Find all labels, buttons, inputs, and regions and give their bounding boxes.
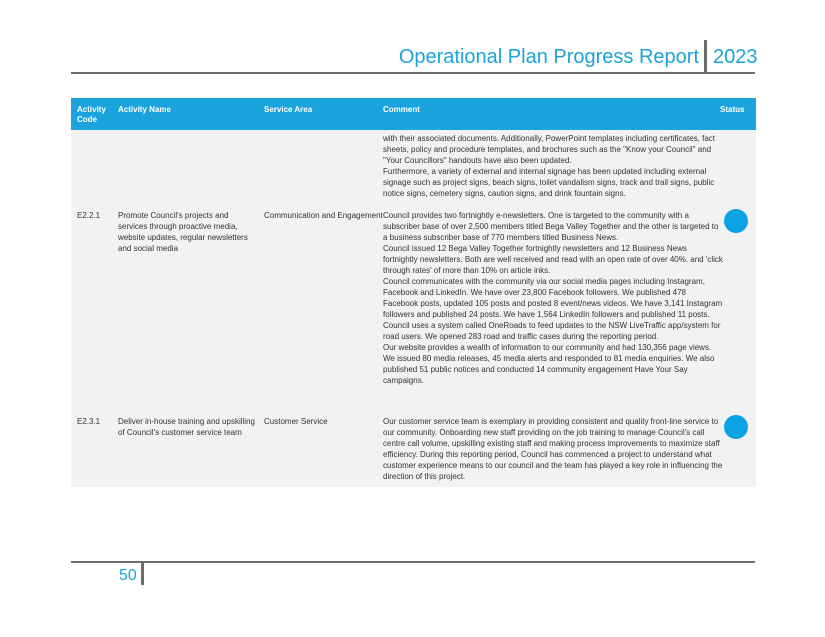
service-area: Customer Service <box>264 417 328 426</box>
table-header <box>71 98 756 130</box>
continuation-comment: with their associated documents. Additionally, PowerPoint templates including certificates, fact sheets, policy and procedure templates, and brochures such as the "Know your Council" and "Your Councillors" handouts have also been updated. Furthermore, a variety of external and internal signage has been updated including external signage such as project signs, beach signs, toilet vandalism signs, track and trail signs, public notice signs, cemetery signs, caution signs, and drink fountain signs. <box>383 134 716 198</box>
footer-rule <box>71 561 755 563</box>
comment: Council provides two fortnightly e-newsletters. One is targeted to the community with a subscriber base of over 2,500 members titled Bega Valley Together and the other is targeted to a business subscriber base of 770 members titled Business News. Council issued 12 Bega Valley Together fortnightly newsletters and 12 Business News fortnightly newsletters. Both are well received and read with an open rate of over 40%. and 'click through rates' of more than 10% on article inks. Council communicates with the community via our social media pages including Instagram, Facebook and LinkedIn. We have over 23,800 Facebook followers. We published 478 Facebook posts, updated 105 posts and posted 8 event/news videos. We have 3,141 Instagram followers and published 24 posts. We have 1,564 LinkedIn followers and published 11 posts. Council uses a system called OneRoads to feed updates to the NSW LiveTraffic app/system for road users. We opened 283 road and traffic cases during the reporting period. Our website provides a wealth of information to our community and had 130,356 page views. We issued 80 media releases, 45 media alerts and responded to 81 media enquiries. We also published 51 public notices and conducted 14 community engagement Have Your Say campaigns. <box>383 211 723 385</box>
activity-table <box>71 98 756 487</box>
page-number: 50 <box>119 567 137 584</box>
service-area: Communication and Engagement <box>264 211 383 220</box>
header-separator <box>704 40 707 74</box>
comment: Our customer service team is exemplary in providing consistent and quality front-line service to our community. Onboarding new staff providing on the job training to manage Council's call centre call volume, upskilling existing staff and making process improvements to maximize staff efficiency. During this reporting period, Council has commenced a project to understand what customer experience means to our council and the team has played a key role in influencing the direction of this project. <box>383 417 723 481</box>
header-rule <box>71 72 755 74</box>
activity-code: E2.2.1 <box>77 211 101 220</box>
activity-name: Deliver in-house training and upskilling of Council's customer service team <box>118 417 255 437</box>
status-indicator <box>724 415 748 439</box>
column-header-code: Activity Code <box>77 105 106 124</box>
column-header-status: Status <box>720 105 745 114</box>
footer-separator <box>141 563 144 585</box>
status-indicator <box>724 209 748 233</box>
activity-code: E2.3.1 <box>77 417 101 426</box>
activity-name: Promote Council's projects and services through proactive media, website updates, regular newsletters and social media <box>118 211 248 253</box>
column-header-comment: Comment <box>383 105 420 114</box>
report-year: 2023 <box>713 46 758 68</box>
report-title: Operational Plan Progress Report <box>398 46 699 68</box>
column-header-area: Service Area <box>264 105 313 114</box>
column-header-name: Activity Name <box>118 105 171 114</box>
